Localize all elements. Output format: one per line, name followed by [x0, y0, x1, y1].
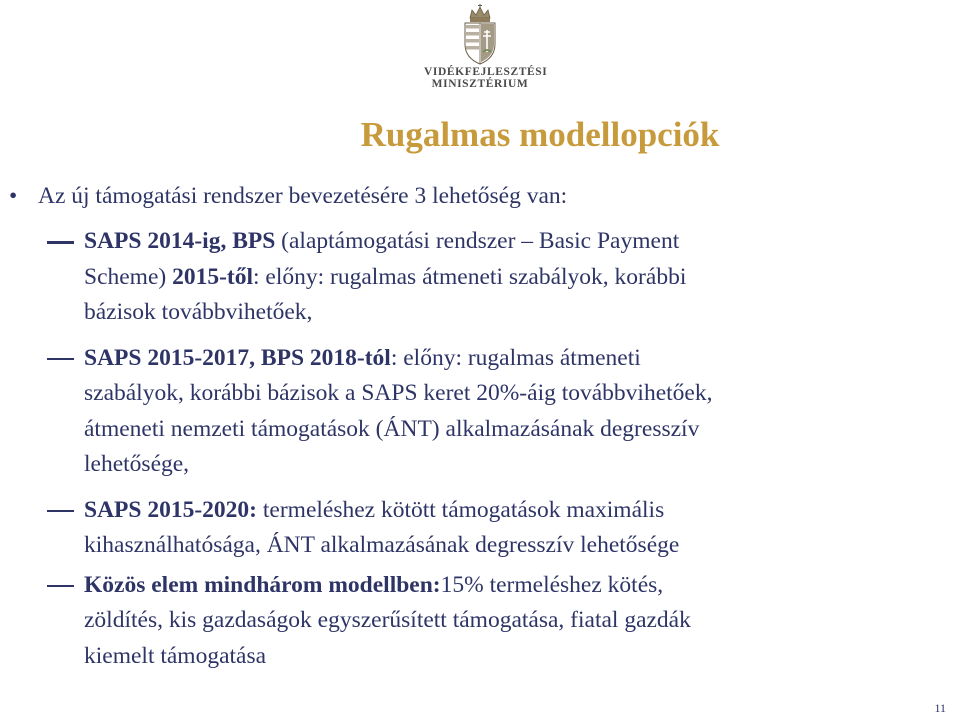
coat-of-arms-icon — [458, 4, 502, 66]
dash-bullet-icon — [47, 241, 74, 244]
dash-bullet-icon — [47, 358, 74, 361]
logo-text-line1: VIDÉKFEJLESZTÉSI — [424, 66, 548, 78]
option-line — [84, 341, 960, 377]
page-number: 11 — [934, 701, 946, 715]
text-run: Scheme) — [84, 263, 173, 290]
option-line — [84, 639, 960, 675]
bold-text: SAPS 2014-ig, BPS — [84, 228, 276, 254]
option-line — [84, 412, 960, 448]
slide-content — [0, 178, 960, 684]
option-line — [84, 447, 960, 483]
bold-text: Közös elem mindhárom modellben: — [84, 571, 441, 598]
intro-text: Az új támogatási rendszer bevezetésére 3 lehetőség van: — [38, 183, 568, 209]
option-line — [84, 376, 960, 412]
text-run: kiemelt támogatása — [84, 642, 267, 669]
text-run: (alaptámogatási rendszer – Basic Payment — [275, 228, 680, 254]
option-line — [84, 493, 960, 529]
text-run: szabályok, korábbi bázisok a SAPS keret 20%-áig továbbvihetőek, — [84, 380, 713, 406]
text-run: átmeneti nemzeti támogatások (ÁNT) alkalmazásának degresszív — [84, 415, 700, 442]
text-run: 15% termeléshez kötés, — [440, 571, 664, 598]
option-line — [84, 568, 960, 604]
option-line — [84, 260, 960, 296]
option-item — [0, 493, 960, 564]
text-run: kihasználhatósága, ÁNT alkalmazásának degresszív lehetősége — [84, 532, 680, 558]
ministry-logo — [424, 4, 548, 96]
dash-bullet-icon — [47, 585, 74, 588]
bold-text: SAPS 2015-2017, BPS 2018-tól — [84, 344, 391, 371]
text-run: : előny: rugalmas átmeneti — [390, 344, 641, 371]
option-item — [0, 341, 960, 483]
text-run: termeléshez kötött támogatások maximális — [257, 496, 665, 523]
option-line — [84, 603, 960, 639]
bold-text: 2015-től — [172, 263, 254, 290]
dash-bullet-icon — [47, 510, 74, 513]
text-run: zöldítés, kis gazdaságok egyszerűsített támogatása, fiatal gazdák — [84, 607, 691, 633]
intro-bullet — [0, 178, 960, 214]
option-item — [0, 224, 960, 331]
text-run: bázisok továbbvihetőek, — [84, 299, 313, 325]
text-run: lehetősége, — [84, 451, 190, 477]
option-line — [84, 224, 960, 260]
text-run: : előny: rugalmas átmeneti szabályok, korábbi — [253, 263, 687, 290]
bold-text: SAPS 2015-2020: — [84, 496, 257, 523]
option-item — [0, 568, 960, 675]
slide-title: Rugalmas modellopciók — [360, 115, 720, 154]
option-line — [84, 528, 960, 564]
bullet-dot-icon: • — [9, 183, 18, 209]
option-line — [84, 295, 960, 331]
option-list — [0, 224, 960, 674]
logo-text-line2: MINISZTÉRIUM — [431, 78, 529, 90]
